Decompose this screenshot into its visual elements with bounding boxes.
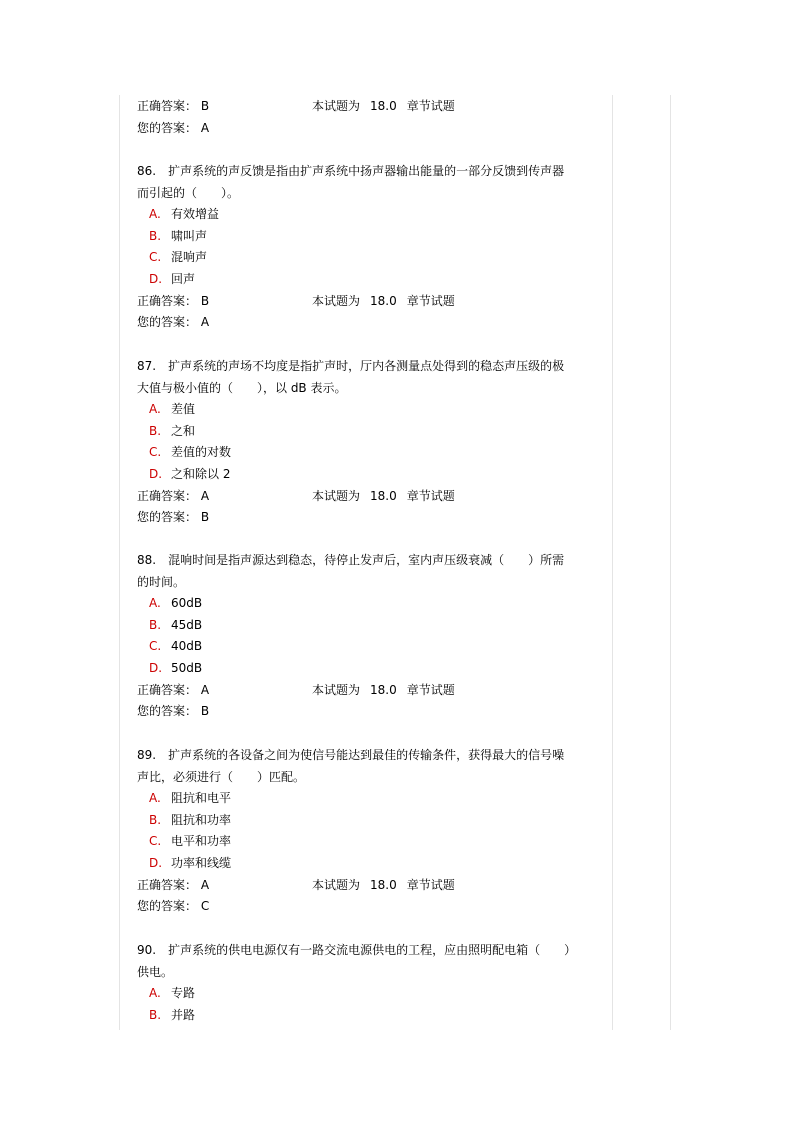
question-type: 章节试题 [406,293,455,308]
question-text: 而引起的（ ）。 [137,185,240,200]
your-answer: 您的答案： B [137,704,210,719]
score-label: 本试题为 [312,293,361,308]
option-item [137,442,607,464]
option-text: 60dB [171,596,203,611]
option-text: 差值的对数 [171,445,232,460]
option-letter: A. [149,402,161,417]
option-item [137,593,607,615]
option-letter: C. [149,834,162,849]
option-letter: C. [149,445,162,460]
option-item [137,658,607,680]
option-letter: D. [149,660,163,675]
correct-answer-row [137,291,607,313]
correct-answer-row [137,875,607,897]
option-item [137,204,607,226]
option-text: 啸叫声 [171,228,208,243]
question-block-89 [137,745,607,918]
score-value: 18.0 [370,877,397,892]
your-answer: 您的答案： A [137,120,210,135]
option-item [137,1005,607,1027]
question-meta [312,486,465,508]
option-item [137,983,607,1005]
question-meta [312,96,465,118]
option-text: 之和 [171,423,196,438]
correct-answer: 正确答案： B [137,293,210,308]
option-item [137,247,607,269]
option-item [137,831,607,853]
correct-answer: 正确答案： B [137,99,210,113]
correct-answer: 正确答案： A [137,877,210,892]
your-answer: 您的答案： C [137,899,210,914]
option-item [137,464,607,486]
option-letter: D. [149,855,163,870]
content-divider [612,95,613,1030]
score-label: 本试题为 [312,682,361,697]
question-text: 声比，必须进行（ ）匹配。 [137,769,306,784]
option-letter: C. [149,639,162,654]
option-letter: B. [149,617,162,632]
option-letter: B. [149,1007,162,1022]
question-type: 章节试题 [406,99,455,113]
option-item [137,421,607,443]
question-text: 供电。 [137,964,174,979]
option-letter: A. [149,791,161,806]
score-label: 本试题为 [312,488,361,503]
option-text: 功率和线缆 [171,855,232,870]
question-text: 86. 扩声系统的声反馈是指由扩声系统中扬声器输出能量的一部分反馈到传声器 [137,164,565,178]
option-item [137,810,607,832]
option-text: 电平和功率 [171,834,232,849]
option-item [137,615,607,637]
option-item [137,788,607,810]
your-answer: 您的答案： A [137,315,210,330]
right-border [670,95,671,1030]
option-text: 阻抗和电平 [171,791,232,806]
option-letter: B. [149,423,162,438]
question-type: 章节试题 [406,488,455,503]
question-text: 87. 扩声系统的声场不均度是指扩声时，厅内各测量点处得到的稳态声压级的极 [137,359,565,373]
option-letter: A. [149,986,161,1001]
option-text: 并路 [171,1007,196,1022]
option-text: 回声 [171,271,196,286]
correct-answer: 正确答案： A [137,488,210,503]
correct-answer-row [137,486,607,508]
question-type: 章节试题 [406,877,455,892]
option-letter: D. [149,466,163,481]
question-meta [312,680,465,702]
question-meta [312,875,465,897]
option-letter: C. [149,250,162,265]
question-block-90 [137,940,607,1026]
option-item [137,226,607,248]
option-text: 45dB [171,617,203,632]
correct-answer-row [137,680,607,702]
option-text: 有效增益 [171,207,220,222]
correct-answer: 正确答案： A [137,682,210,697]
option-item [137,269,607,291]
score-value: 18.0 [370,682,397,697]
left-border [119,95,120,1030]
option-item [137,636,607,658]
score-label: 本试题为 [312,877,361,892]
score-value: 18.0 [370,488,397,503]
score-value: 18.0 [370,99,397,113]
question-block-87 [137,356,607,529]
question-block-88 [137,550,607,723]
option-text: 阻抗和功率 [171,812,232,827]
option-text: 差值 [171,402,196,417]
option-text: 50dB [171,660,203,675]
question-text: 88. 混响时间是指声源达到稳态，待停止发声后，室内声压级衰减（ ）所需 [137,553,565,567]
question-block-86 [137,161,607,334]
option-letter: B. [149,228,162,243]
option-text: 40dB [171,639,203,654]
option-letter: A. [149,207,161,222]
question-text: 90. 扩声系统的供电电源仅有一路交流电源供电的工程，应由照明配电箱（ ） [137,943,577,957]
your-answer: 您的答案： B [137,510,210,525]
question-block-prev [137,96,607,139]
option-text: 之和除以 2 [171,466,231,481]
option-text: 专路 [171,986,196,1001]
option-letter: D. [149,271,163,286]
question-meta [312,291,465,313]
option-text: 混响声 [171,250,208,265]
option-item [137,853,607,875]
option-item [137,399,607,421]
question-type: 章节试题 [406,682,455,697]
score-value: 18.0 [370,293,397,308]
correct-answer-row [137,96,607,118]
option-letter: B. [149,812,162,827]
question-text: 大值与极小值的（ ），以 dB 表示。 [137,380,347,395]
question-text: 89. 扩声系统的各设备之间为使信号能达到最佳的传输条件，获得最大的信号噪 [137,748,565,762]
question-text: 的时间。 [137,574,186,589]
score-label: 本试题为 [312,99,361,113]
option-letter: A. [149,596,161,611]
